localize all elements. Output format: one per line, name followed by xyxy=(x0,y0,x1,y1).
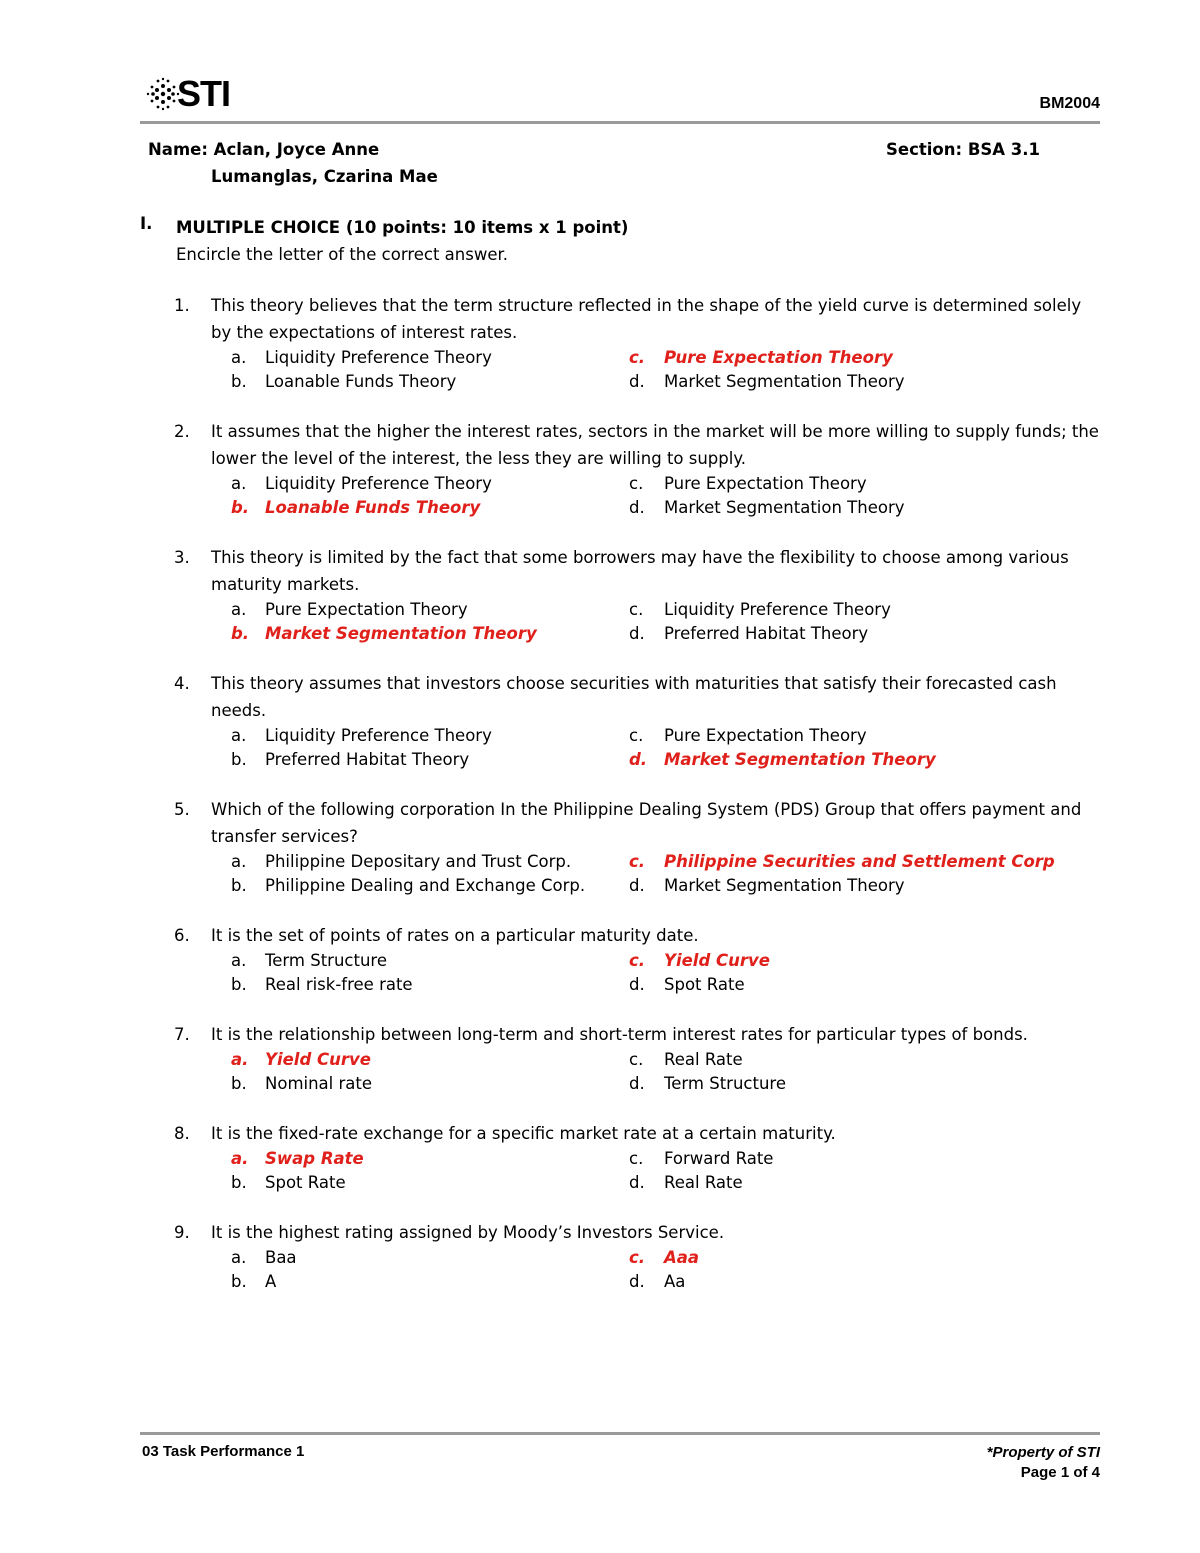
choice-row xyxy=(211,370,1098,394)
choice-text: Preferred Habitat Theory xyxy=(664,624,869,643)
choice-d[interactable] xyxy=(629,622,868,646)
choice-letter: c. xyxy=(629,348,646,367)
choice-b[interactable] xyxy=(231,1171,346,1195)
choice-letter: c. xyxy=(629,852,646,871)
choice-a[interactable] xyxy=(231,346,492,370)
question-item xyxy=(148,1120,1098,1195)
choice-letter: d. xyxy=(629,624,645,643)
choice-list xyxy=(211,850,1098,898)
choice-d-correct[interactable] xyxy=(629,748,936,772)
choice-text: Market Segmentation Theory xyxy=(664,876,905,895)
choice-letter: d. xyxy=(629,876,645,895)
choice-text: Spot Rate xyxy=(664,975,745,994)
choice-text: A xyxy=(265,1272,277,1291)
choice-a[interactable] xyxy=(231,472,492,496)
question-number: 8. xyxy=(174,1124,190,1143)
choice-a[interactable] xyxy=(231,1246,297,1270)
choice-a[interactable] xyxy=(231,598,468,622)
choice-d[interactable] xyxy=(629,1072,786,1096)
choice-row xyxy=(211,1147,1098,1171)
choice-b[interactable] xyxy=(231,370,456,394)
choice-letter: c. xyxy=(629,474,644,493)
choice-letter: a. xyxy=(231,1248,247,1267)
choice-letter: b. xyxy=(231,975,247,994)
choice-b[interactable] xyxy=(231,1270,276,1294)
choice-text: Spot Rate xyxy=(265,1173,346,1192)
choice-text: Real Rate xyxy=(664,1050,743,1069)
choice-row xyxy=(211,496,1098,520)
question-stem: It assumes that the higher the interest rates, sectors in the market will be more willing to supply funds; the lower the level of the interest, the less they are willing to supply. xyxy=(211,422,1099,468)
choice-letter: d. xyxy=(629,1272,645,1291)
choice-d[interactable] xyxy=(629,874,905,898)
choice-text: Loanable Funds Theory xyxy=(265,372,457,391)
choice-text: Pure Expectation Theory xyxy=(664,348,893,367)
document-body xyxy=(140,140,1099,1294)
choice-row xyxy=(211,748,1098,772)
choice-text: Liquidity Preference Theory xyxy=(265,474,492,493)
footer-info xyxy=(987,1443,1100,1483)
header-divider xyxy=(140,121,1100,124)
choice-c[interactable] xyxy=(629,598,891,622)
choice-d[interactable] xyxy=(629,370,905,394)
choice-letter: c. xyxy=(629,951,646,970)
choice-text: Forward Rate xyxy=(664,1149,774,1168)
question-number: 2. xyxy=(174,422,190,441)
choice-b[interactable] xyxy=(231,874,585,898)
choice-a[interactable] xyxy=(231,949,387,973)
choice-letter: b. xyxy=(231,1074,247,1093)
choice-c-correct[interactable] xyxy=(629,346,893,370)
choice-row xyxy=(211,973,1098,997)
choice-letter: d. xyxy=(629,1074,645,1093)
choice-b-correct[interactable] xyxy=(231,622,537,646)
choice-letter: d. xyxy=(629,975,645,994)
student-info-row xyxy=(148,140,1098,167)
footer-divider xyxy=(140,1432,1100,1435)
choice-text: Market Segmentation Theory xyxy=(664,372,905,391)
part-heading xyxy=(140,214,1098,268)
question-stem: It is the highest rating assigned by Moody’s Investors Service. xyxy=(211,1223,725,1242)
choice-text: Term Structure xyxy=(664,1074,786,1093)
choice-row xyxy=(211,874,1098,898)
choice-text: Yield Curve xyxy=(265,1050,371,1069)
choice-row xyxy=(211,1171,1098,1195)
choice-c[interactable] xyxy=(629,724,867,748)
choice-b[interactable] xyxy=(231,973,413,997)
choice-d[interactable] xyxy=(629,1270,685,1294)
choice-letter: c. xyxy=(629,1248,646,1267)
choice-text: Preferred Habitat Theory xyxy=(265,750,470,769)
choice-row xyxy=(211,598,1098,622)
choice-letter: a. xyxy=(231,348,247,367)
choice-text: Baa xyxy=(265,1248,297,1267)
choice-letter: b. xyxy=(231,876,247,895)
choice-letter: c. xyxy=(629,1149,644,1168)
part-title: MULTIPLE CHOICE (10 points: 10 items x 1 point) xyxy=(176,218,629,237)
choice-d[interactable] xyxy=(629,1171,743,1195)
sti-logo xyxy=(145,74,230,114)
choice-letter: a. xyxy=(231,951,247,970)
question-stem: This theory is limited by the fact that some borrowers may have the flexibility to choose among various maturity markets. xyxy=(211,548,1069,594)
choice-row xyxy=(211,346,1098,370)
choice-text: Pure Expectation Theory xyxy=(664,474,867,493)
choice-list xyxy=(211,472,1098,520)
choice-text: Nominal rate xyxy=(265,1074,373,1093)
choice-text: Pure Expectation Theory xyxy=(265,600,468,619)
choice-text: Swap Rate xyxy=(265,1149,364,1168)
choice-text: Market Segmentation Theory xyxy=(265,624,537,643)
choice-row xyxy=(211,850,1098,874)
student-name-second: Lumanglas, Czarina Mae xyxy=(211,167,438,186)
question-number: 4. xyxy=(174,674,190,693)
choice-list xyxy=(211,724,1098,772)
question-number: 9. xyxy=(174,1223,190,1242)
choice-letter: a. xyxy=(231,726,247,745)
choice-letter: b. xyxy=(231,750,247,769)
choice-b[interactable] xyxy=(231,1072,372,1096)
choice-letter: d. xyxy=(629,372,645,391)
choice-d[interactable] xyxy=(629,973,745,997)
choice-text: Liquidity Preference Theory xyxy=(664,600,891,619)
choice-row xyxy=(211,1270,1098,1294)
page-number: Page 1 of 4 xyxy=(1020,1464,1100,1481)
choice-c-correct[interactable] xyxy=(629,949,770,973)
choice-a-correct[interactable] xyxy=(231,1048,371,1072)
choice-text: Real risk-free rate xyxy=(265,975,413,994)
question-stem: This theory believes that the term structure reflected in the shape of the yield curve is determined solely by the expectations of interest rates. xyxy=(211,296,1082,342)
choice-b-correct[interactable] xyxy=(231,496,480,520)
choice-row xyxy=(211,724,1098,748)
choice-letter: b. xyxy=(231,498,250,517)
choice-row xyxy=(211,1048,1098,1072)
choice-c-correct[interactable] xyxy=(629,850,1055,874)
question-item xyxy=(148,292,1098,394)
choice-letter: a. xyxy=(231,852,247,871)
choice-text: Aaa xyxy=(664,1248,700,1267)
choice-text: Philippine Securities and Settlement Corp xyxy=(664,852,1055,871)
choice-list xyxy=(211,1048,1098,1096)
choice-list xyxy=(211,346,1098,394)
question-number: 7. xyxy=(174,1025,190,1044)
question-stem: Which of the following corporation In the Philippine Dealing System (PDS) Group that offers payment and transfer services? xyxy=(211,800,1082,846)
choice-text: Pure Expectation Theory xyxy=(664,726,867,745)
choice-d[interactable] xyxy=(629,496,905,520)
choice-b[interactable] xyxy=(231,748,469,772)
choice-row xyxy=(211,622,1098,646)
choice-letter: c. xyxy=(629,1050,644,1069)
choice-c[interactable] xyxy=(629,1048,743,1072)
property-note: *Property of STI xyxy=(986,1444,1100,1461)
choice-list xyxy=(211,1147,1098,1195)
choice-row xyxy=(211,1246,1098,1270)
choice-text: Philippine Dealing and Exchange Corp. xyxy=(265,876,586,895)
question-stem: It is the set of points of rates on a particular maturity date. xyxy=(211,926,699,945)
question-item xyxy=(148,670,1098,772)
choice-row xyxy=(211,1072,1098,1096)
footer-title: 03 Task Performance 1 xyxy=(142,1443,305,1460)
choice-text: Philippine Depositary and Trust Corp. xyxy=(265,852,572,871)
question-item xyxy=(148,544,1098,646)
question-item xyxy=(148,922,1098,997)
question-number: 6. xyxy=(174,926,190,945)
choice-text: Aa xyxy=(664,1272,686,1291)
choice-list xyxy=(211,598,1098,646)
question-stem: It is the relationship between long-term and short-term interest rates for particular types of bonds. xyxy=(211,1025,1028,1044)
choice-text: Term Structure xyxy=(265,951,387,970)
part-numeral: I. xyxy=(140,214,153,233)
choice-text: Yield Curve xyxy=(664,951,770,970)
choice-letter: b. xyxy=(231,624,250,643)
choice-letter: a. xyxy=(231,474,247,493)
part-instruction: Encircle the letter of the correct answer. xyxy=(176,245,509,264)
choice-a[interactable] xyxy=(231,850,571,874)
question-stem: It is the fixed-rate exchange for a specific market rate at a certain maturity. xyxy=(211,1124,836,1143)
choice-row xyxy=(211,949,1098,973)
choice-letter: b. xyxy=(231,372,247,391)
question-number: 1. xyxy=(174,296,190,315)
course-code: BM2004 xyxy=(1039,95,1100,112)
choice-letter: a. xyxy=(231,1050,249,1069)
choice-c[interactable] xyxy=(629,472,867,496)
choice-letter: a. xyxy=(231,1149,249,1168)
question-list xyxy=(148,292,1098,1294)
question-number: 5. xyxy=(174,800,190,819)
question-number: 3. xyxy=(174,548,190,567)
choice-text: Liquidity Preference Theory xyxy=(265,348,492,367)
question-item xyxy=(148,418,1098,520)
logo-wordmark: STI xyxy=(177,73,231,114)
question-stem: This theory assumes that investors choose securities with maturities that satisfy their forecasted cash needs. xyxy=(211,674,1057,720)
choice-letter: c. xyxy=(629,726,644,745)
choice-text: Market Segmentation Theory xyxy=(664,498,905,517)
choice-letter: d. xyxy=(629,750,648,769)
choice-letter: c. xyxy=(629,600,644,619)
choice-text: Real Rate xyxy=(664,1173,743,1192)
choice-text: Market Segmentation Theory xyxy=(664,750,936,769)
choice-text: Loanable Funds Theory xyxy=(265,498,481,517)
choice-list xyxy=(211,949,1098,997)
question-item xyxy=(148,1219,1098,1294)
choice-list xyxy=(211,1246,1098,1294)
choice-letter: d. xyxy=(629,1173,645,1192)
choice-row xyxy=(211,472,1098,496)
choice-c-correct[interactable] xyxy=(629,1246,699,1270)
choice-a-correct[interactable] xyxy=(231,1147,364,1171)
choice-a[interactable] xyxy=(231,724,492,748)
choice-text: Liquidity Preference Theory xyxy=(265,726,492,745)
choice-letter: b. xyxy=(231,1173,247,1192)
question-item xyxy=(148,1021,1098,1096)
choice-letter: b. xyxy=(231,1272,247,1291)
choice-c[interactable] xyxy=(629,1147,773,1171)
choice-letter: a. xyxy=(231,600,247,619)
globe-icon xyxy=(145,76,181,112)
question-item xyxy=(148,796,1098,898)
student-section: Section: BSA 3.1 xyxy=(886,140,1041,159)
student-name: Name: Aclan, Joyce Anne xyxy=(148,140,380,159)
choice-letter: d. xyxy=(629,498,645,517)
